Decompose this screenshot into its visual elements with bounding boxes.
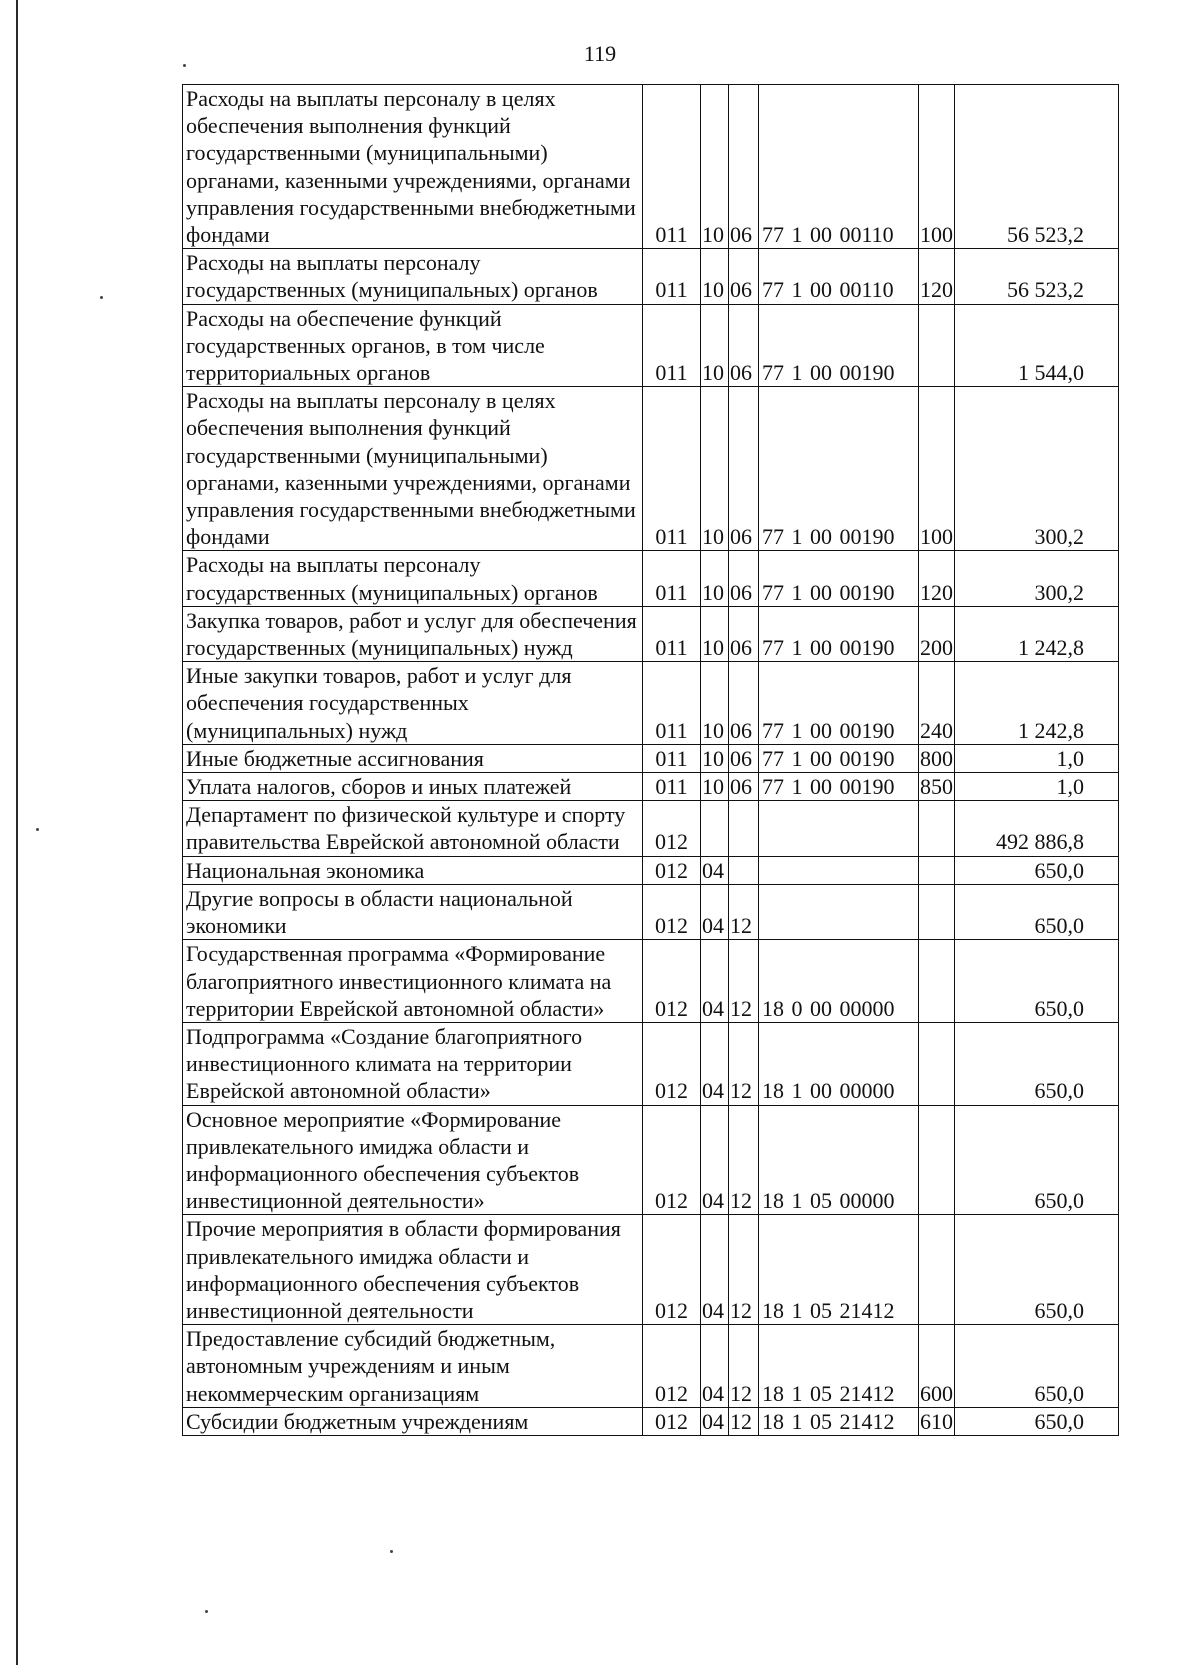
row-name: Расходы на выплаты персоналу государственных (муниципальных) органов	[183, 249, 643, 304]
section-code: 10	[701, 304, 729, 387]
expense-type-code: 200	[919, 606, 955, 661]
amount: 650,0	[955, 1022, 1119, 1105]
subsection-code: 06	[729, 304, 759, 387]
target-article-code: 18 1 05 21412	[759, 1325, 919, 1408]
row-name: Национальная экономика	[183, 856, 643, 884]
table-row	[183, 85, 1119, 249]
expense-type-code: 120	[919, 551, 955, 606]
amount: 650,0	[955, 1407, 1119, 1435]
scan-speck	[205, 1610, 208, 1613]
amount: 56 523,2	[955, 249, 1119, 304]
ministry-code: 011	[643, 662, 701, 745]
row-name: Другие вопросы в области национальной экономики	[183, 884, 643, 939]
target-article-code	[759, 801, 919, 856]
target-article-code: 77 1 00 00190	[759, 662, 919, 745]
subsection-code: 06	[729, 387, 759, 551]
amount: 1 544,0	[955, 304, 1119, 387]
subsection-code: 12	[729, 1022, 759, 1105]
subsection-code: 12	[729, 1215, 759, 1325]
expense-type-code	[919, 304, 955, 387]
subsection-code: 12	[729, 940, 759, 1023]
row-name: Предоставление субсидий бюджетным, автономным учреждениям и иным некоммерческим организациям	[183, 1325, 643, 1408]
row-name: Основное мероприятие «Формирование привлекательного имиджа области и информационного обеспечения субъектов инвестиционной деятельности»	[183, 1105, 643, 1215]
amount: 1,0	[955, 773, 1119, 801]
table-row	[183, 801, 1119, 856]
target-article-code: 77 1 00 00110	[759, 249, 919, 304]
section-code: 04	[701, 884, 729, 939]
row-name: Иные бюджетные ассигнования	[183, 744, 643, 772]
ministry-code: 012	[643, 940, 701, 1023]
target-article-code: 77 1 00 00110	[759, 85, 919, 249]
ministry-code: 012	[643, 801, 701, 856]
section-code	[701, 801, 729, 856]
expense-type-code	[919, 1022, 955, 1105]
expense-type-code	[919, 940, 955, 1023]
section-code: 04	[701, 856, 729, 884]
section-code: 10	[701, 662, 729, 745]
subsection-code: 12	[729, 1325, 759, 1408]
expense-type-code: 120	[919, 249, 955, 304]
expense-type-code	[919, 1215, 955, 1325]
table-row	[183, 884, 1119, 939]
section-code: 04	[701, 940, 729, 1023]
table-row	[183, 249, 1119, 304]
target-article-code: 77 1 00 00190	[759, 304, 919, 387]
section-code: 10	[701, 85, 729, 249]
ministry-code: 012	[643, 884, 701, 939]
row-name: Прочие мероприятия в области формирования привлекательного имиджа области и информационного обеспечения субъектов инвестиционной деятельности	[183, 1215, 643, 1325]
subsection-code: 06	[729, 606, 759, 661]
amount: 300,2	[955, 387, 1119, 551]
table-row	[183, 744, 1119, 772]
subsection-code: 06	[729, 249, 759, 304]
expense-type-code: 610	[920, 1408, 953, 1434]
amount: 1 242,8	[955, 662, 1119, 745]
target-article-code: 18 1 05 21412	[759, 1215, 919, 1325]
row-name: Расходы на выплаты персоналу в целях обеспечения выполнения функций государственными (муниципальными) органами, казенными учреждениями, органами управления государственными внебюджетными фондами	[183, 85, 643, 249]
amount: 300,2	[955, 551, 1119, 606]
subsection-code: 06	[729, 551, 759, 606]
target-article-code: 18 1 00 00000	[759, 1022, 919, 1105]
target-article-code: 77 1 00 00190	[759, 606, 919, 661]
expense-type-code: 100	[919, 387, 955, 551]
ministry-code: 011	[643, 744, 701, 772]
subsection-code: 06	[729, 744, 759, 772]
row-name: Расходы на выплаты персоналу государственных (муниципальных) органов	[183, 551, 643, 606]
target-article-code: 18 0 00 00000	[759, 940, 919, 1023]
amount: 650,0	[955, 1325, 1119, 1408]
row-name: Субсидии бюджетным учреждениям	[183, 1407, 643, 1435]
amount: 492 886,8	[955, 801, 1119, 856]
row-name: Иные закупки товаров, работ и услуг для обеспечения государственных (муниципальных) нужд	[183, 662, 643, 745]
section-code: 04	[701, 1105, 729, 1215]
ministry-code: 012	[643, 1215, 701, 1325]
table-row	[183, 551, 1119, 606]
row-name: Уплата налогов, сборов и иных платежей	[183, 773, 643, 801]
expense-type-code: 240	[919, 662, 955, 745]
section-code: 10	[701, 744, 729, 772]
section-code: 10	[701, 606, 729, 661]
table-row	[183, 1105, 1119, 1215]
amount: 1,0	[955, 744, 1119, 772]
target-article-code: 18 1 05 00000	[759, 1105, 919, 1215]
row-name: Подпрограмма «Создание благоприятного инвестиционного климата на территории Еврейской автономной области»	[183, 1022, 643, 1105]
section-code: 04	[701, 1407, 729, 1435]
ministry-code: 011	[643, 85, 701, 249]
ministry-code: 011	[643, 304, 701, 387]
section-code: 10	[701, 387, 729, 551]
ministry-code: 012	[643, 1105, 701, 1215]
table-row	[183, 856, 1119, 884]
scan-speck	[100, 296, 103, 299]
ministry-code: 011	[643, 773, 701, 801]
subsection-code: 12	[729, 1105, 759, 1215]
target-article-code	[759, 884, 919, 939]
ministry-code: 012	[643, 1325, 701, 1408]
page-number: 119	[583, 41, 617, 66]
expense-type-code: 800	[920, 745, 953, 771]
subsection-code	[729, 801, 759, 856]
table-row	[183, 304, 1119, 387]
subsection-code	[729, 856, 759, 884]
subsection-code: 06	[729, 773, 759, 801]
expense-type-code	[919, 884, 955, 939]
expense-type-code	[919, 1105, 955, 1215]
subsection-code: 12	[729, 884, 759, 939]
row-name: Государственная программа «Формирование благоприятного инвестиционного климата на территории Еврейской автономной области»	[183, 940, 643, 1023]
amount: 650,0	[955, 1105, 1119, 1215]
amount: 1 242,8	[955, 606, 1119, 661]
target-article-code: 77 1 00 00190	[759, 551, 919, 606]
ministry-code: 011	[643, 387, 701, 551]
section-code: 10	[701, 551, 729, 606]
target-article-code	[759, 856, 919, 884]
table-row	[183, 1407, 1119, 1435]
row-name: Закупка товаров, работ и услуг для обеспечения государственных (муниципальных) нужд	[183, 606, 643, 661]
section-code: 04	[701, 1325, 729, 1408]
expense-type-code: 100	[919, 85, 955, 249]
table-row	[183, 940, 1119, 1023]
expense-type-code: 600	[919, 1325, 955, 1408]
row-name: Департамент по физической культуре и спорту правительства Еврейской автономной области	[183, 801, 643, 856]
ministry-code: 011	[643, 551, 701, 606]
ministry-code: 011	[643, 606, 701, 661]
expense-type-code	[919, 856, 955, 884]
subsection-code: 12	[729, 1407, 759, 1435]
section-code: 10	[701, 773, 729, 801]
subsection-code: 06	[729, 85, 759, 249]
amount: 650,0	[955, 940, 1119, 1023]
ministry-code: 012	[643, 1022, 701, 1105]
amount: 650,0	[955, 1215, 1119, 1325]
ministry-code: 012	[643, 1407, 701, 1435]
table-row	[183, 387, 1119, 551]
row-name: Расходы на обеспечение функций государственных органов, в том числе территориальных органов	[183, 304, 643, 387]
row-name: Расходы на выплаты персоналу в целях обеспечения выполнения функций государственными (муниципальными) органами, казенными учреждениями, органами управления государственными внебюджетными фондами	[183, 387, 643, 551]
amount: 650,0	[955, 856, 1119, 884]
section-code: 04	[701, 1022, 729, 1105]
scan-edge-line	[16, 0, 18, 1665]
section-code: 04	[701, 1215, 729, 1325]
subsection-code: 06	[729, 662, 759, 745]
target-article-code: 77 1 00 00190	[759, 387, 919, 551]
scan-speck	[36, 828, 39, 831]
expense-type-code	[919, 801, 955, 856]
table-row	[183, 773, 1119, 801]
amount: 56 523,2	[955, 85, 1119, 249]
budget-table-body	[183, 85, 1119, 1436]
amount: 650,0	[955, 884, 1119, 939]
table-row	[183, 1022, 1119, 1105]
target-article-code: 18 1 05 21412	[759, 1407, 919, 1435]
budget-table	[182, 84, 1119, 1436]
table-row	[183, 606, 1119, 661]
section-code: 10	[701, 249, 729, 304]
table-row	[183, 1325, 1119, 1408]
expense-type-code: 850	[920, 774, 953, 800]
table-row	[183, 662, 1119, 745]
target-article-code: 77 1 00 00190	[759, 744, 919, 772]
ministry-code: 011	[643, 249, 701, 304]
ministry-code: 012	[643, 856, 701, 884]
table-row	[183, 1215, 1119, 1325]
target-article-code: 77 1 00 00190	[759, 773, 919, 801]
scan-speck	[390, 1550, 393, 1553]
